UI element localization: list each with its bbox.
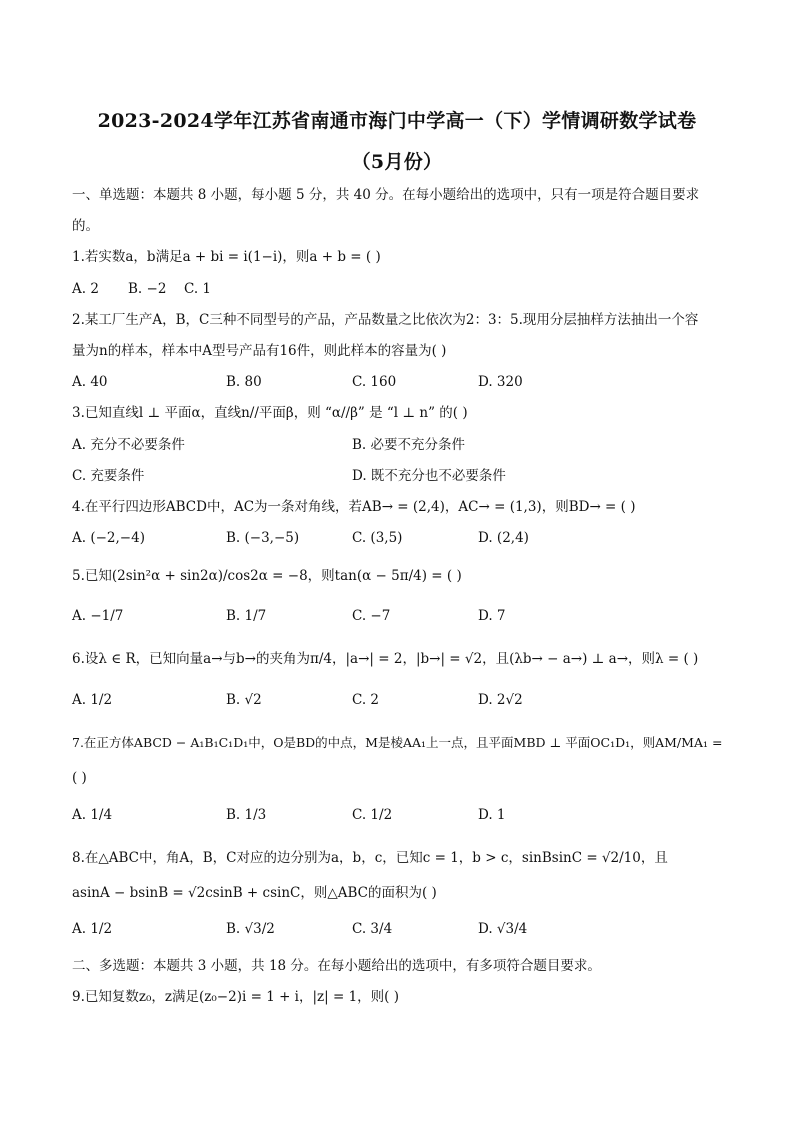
q1-option-b: B. −2 <box>128 281 167 297</box>
q7-option-d: D. 1 <box>478 807 506 823</box>
q3-option-d: D. 既不充分也不必要条件 <box>352 468 506 484</box>
q3-stem: 3.已知直线l ⊥ 平面α，直线n//平面β，则 “α//β” 是 “l ⊥ n” 的( ) <box>72 405 468 421</box>
q5-option-b: B. 1/7 <box>226 608 267 624</box>
q6-option-d: D. 2√2 <box>478 692 523 708</box>
q4-option-c: C. (3,5) <box>352 530 403 546</box>
q5-option-a: A. −1/7 <box>72 608 124 624</box>
q3-option-b: B. 必要不充分条件 <box>352 437 466 453</box>
exam-title: 2023-2024学年江苏省南通市海门中学高一（下）学情调研数学试卷 <box>97 110 697 132</box>
q3-option-a: A. 充分不必要条件 <box>72 437 185 453</box>
q7-stem: 7.在正方体ABCD − A₁B₁C₁D₁中，O是BD的中点，M是棱AA₁上一点，且平面MBD ⊥ 平面OC₁D₁，则AM/MA₁ = <box>72 735 723 750</box>
q6-option-b: B. √2 <box>226 692 262 708</box>
q7-option-a: A. 1/4 <box>72 807 113 823</box>
q2-stem-cont: 量为n的样本，样本中A型号产品有16件，则此样本的容量为( ) <box>72 343 447 359</box>
q2-option-d: D. 320 <box>478 374 523 390</box>
q6-option-c: C. 2 <box>352 692 380 708</box>
q8-stem: 8.在△ABC中，角A，B，C对应的边分别为a，b，c，已知c = 1，b > c，sinBsinC = √2/10，且 <box>72 850 668 866</box>
q4-stem: 4.在平行四边形ABCD中，AC为一条对角线，若AB→ = (2,4)，AC→ = (1,3)，则BD→ = ( ) <box>72 499 636 515</box>
q5-stem: 5.已知(2sin²α + sin2α)/cos2α = −8，则tan(α − 5π/4) = ( ) <box>72 568 462 584</box>
q8-option-c: C. 3/4 <box>352 921 393 937</box>
q7-option-b: B. 1/3 <box>226 807 267 823</box>
q8-option-b: B. √3/2 <box>226 921 275 937</box>
q8-stem-cont: asinA − bsinB = √2csinB + csinC，则△ABC的面积为( ) <box>72 885 437 901</box>
q2-option-a: A. 40 <box>72 374 108 390</box>
q9-stem: 9.已知复数z₀，z满足(z₀−2)i = 1 + i，|z| = 1，则( ) <box>72 989 400 1005</box>
q4-option-d: D. (2,4) <box>478 530 529 546</box>
q5-option-d: D. 7 <box>478 608 506 624</box>
section1-heading: 一、单选题：本题共 8 小题，每小题 5 分，共 40 分。在每小题给出的选项中，只有一项是符合题目要求 <box>72 187 700 203</box>
q1-option-c: C. 1 <box>184 281 212 297</box>
q2-option-b: B. 80 <box>226 374 262 390</box>
q1-stem: 1.若实数a，b满足a + bi = i(1−i)，则a + b = ( ) <box>72 249 381 265</box>
q6-stem: 6.设λ ∈ R，已知向量a→与b→的夹角为π/4，|a→| = 2，|b→| = √2，且(λb→ − a→) ⊥ a→，则λ = ( ) <box>72 651 699 667</box>
q8-option-a: A. 1/2 <box>72 921 113 937</box>
section1-heading-cont: 的。 <box>72 218 99 234</box>
q5-option-c: C. −7 <box>352 608 391 624</box>
exam-subtitle: （5月份） <box>351 151 443 173</box>
q2-stem: 2.某工厂生产A，B，C三种不同型号的产品，产品数量之比依次为2：3：5.现用分层抽样方法抽出一个容 <box>72 312 699 328</box>
q1-option-a: A. 2 <box>72 281 99 297</box>
q7-option-c: C. 1/2 <box>352 807 393 823</box>
q4-option-a: A. (−2,−4) <box>72 530 145 546</box>
q7-stem-cont: ( ) <box>72 770 87 786</box>
q8-option-d: D. √3/4 <box>478 921 528 937</box>
q2-option-c: C. 160 <box>352 374 397 390</box>
q4-option-b: B. (−3,−5) <box>226 530 300 546</box>
q6-option-a: A. 1/2 <box>72 692 113 708</box>
q3-option-c: C. 充要条件 <box>72 468 145 484</box>
section2-heading: 二、多选题：本题共 3 小题，共 18 分。在每小题给出的选项中，有多项符合题目要求。 <box>72 958 601 974</box>
